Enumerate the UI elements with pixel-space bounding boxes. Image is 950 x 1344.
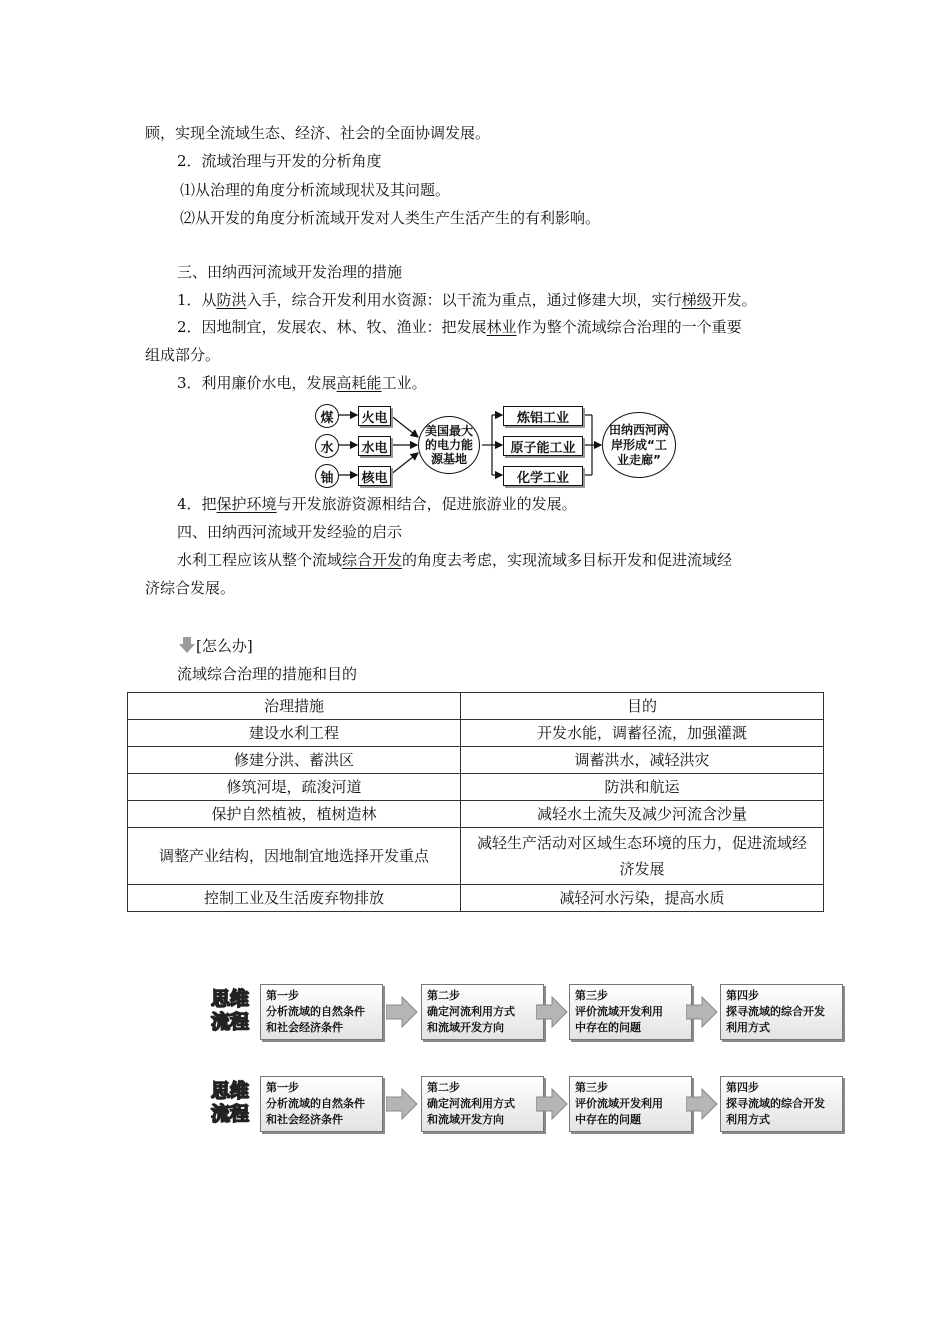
- table-cell: 减轻河水污染，提高水质: [461, 885, 824, 912]
- flow-step-1: 第一步 分析流域的自然条件 和社会经济条件: [260, 984, 383, 1040]
- table-cell: 减轻生产活动对区域生态环境的压力，促进流域经济发展: [461, 828, 824, 885]
- flow-step-3: 第三步 评价流域开发利用 中存在的问题: [569, 1076, 692, 1132]
- table-cell: 开发水能，调蓄径流，加强灌溉: [461, 720, 824, 747]
- flow-tag: 思维 流程: [210, 988, 249, 1033]
- industry-atomic: 原子能工业: [503, 436, 583, 456]
- source-uranium: 铀: [315, 464, 339, 488]
- measure-1: 1．从防洪入手，综合开发利用水资源：以干流为重点，通过修建大坝，实行梯级开发。: [177, 291, 757, 309]
- down-arrow-icon: [178, 636, 196, 654]
- table-row: [128, 747, 824, 774]
- table-cell: 控制工业及生活废弃物排放: [128, 885, 461, 912]
- measure-2-cont: 组成部分。: [145, 346, 221, 364]
- power-base-node: 美国最大的电力能源基地: [418, 416, 480, 474]
- flow-arrow-icon: [536, 1088, 568, 1120]
- flow-step-4: 第四步 探寻流域的综合开发 利用方式: [720, 984, 843, 1040]
- industry-chemical: 化学工业: [503, 466, 583, 486]
- source-coal: 煤: [315, 404, 339, 428]
- plant-nuclear: 核电: [358, 466, 391, 486]
- measure-4: 4．把保护环境与开发旅游资源相结合，促进旅游业的发展。: [177, 495, 577, 513]
- flow-step-4: 第四步 探寻流域的综合开发 利用方式: [720, 1076, 843, 1132]
- table-cell: 调蓄洪水，减轻洪灾: [461, 747, 824, 774]
- table-cell: 修建分洪、蓄洪区: [128, 747, 461, 774]
- flow-arrow-icon: [686, 996, 718, 1028]
- sub-item-2: ⑵从开发的角度分析流域开发对人类生产生活产生的有利影响。: [180, 209, 601, 227]
- flow-step-2: 第二步 确定河流利用方式 和流域开发方向: [421, 984, 544, 1040]
- table-cell: 建设水利工程: [128, 720, 461, 747]
- flow-step-2: 第二步 确定河流利用方式 和流域开发方向: [421, 1076, 544, 1132]
- paragraph-text: 顾，实现全流域生态、经济、社会的全面协调发展。: [145, 124, 491, 142]
- flow-arrow-icon: [386, 996, 418, 1028]
- table-row: [128, 720, 824, 747]
- flow-arrow-icon: [536, 996, 568, 1028]
- table-row: [128, 885, 824, 912]
- table-cell: 保护自然植被，植树造林: [128, 801, 461, 828]
- plant-hydro: 水电: [358, 436, 391, 456]
- howto-heading: [怎么办]: [178, 636, 253, 656]
- section-heading-4: 四、田纳西河流域开发经验的启示: [177, 523, 403, 541]
- industry-aluminum: 炼铝工业: [503, 406, 583, 426]
- lesson-paragraph: 水利工程应该从整个流域综合开发的角度去考虑，实现流域多目标开发和促进流域经: [177, 551, 733, 569]
- plant-thermal: 火电: [358, 406, 391, 426]
- table-cell: 修筑河堤，疏浚河道: [128, 774, 461, 801]
- flow-step-3: 第三步 评价流域开发利用 中存在的问题: [569, 984, 692, 1040]
- sub-item-1: ⑴从治理的角度分析流域现状及其问题。: [180, 181, 451, 199]
- table-row: [128, 774, 824, 801]
- table-row: [128, 828, 824, 885]
- table-header-cell: 目的: [461, 693, 824, 720]
- section-heading-3: 三、田纳西河流域开发治理的措施: [177, 263, 403, 281]
- lesson-paragraph-cont: 济综合发展。: [145, 579, 236, 597]
- table-cell: 调整产业结构，因地制宜地选择开发重点: [128, 828, 461, 885]
- table-cell: 减轻水土流失及减少河流含沙量: [461, 801, 824, 828]
- section-item-2: 2．流域治理与开发的分析角度: [177, 152, 382, 170]
- table-header-cell: 治理措施: [128, 693, 461, 720]
- industrial-corridor-node: 田纳西河两岸形成“工业走廊”: [602, 412, 676, 478]
- measure-2: 2．因地制宜，发展农、林、牧、渔业：把发展林业作为整个流域综合治理的一个重要: [177, 318, 742, 336]
- table-cell: 防洪和航运: [461, 774, 824, 801]
- measure-3: 3．利用廉价水电，发展高耗能工业。: [177, 374, 427, 392]
- flow-tag: 思维 流程: [210, 1080, 249, 1125]
- measures-table: [127, 692, 824, 912]
- table-title: 流域综合治理的措施和目的: [177, 665, 358, 683]
- table-row: [128, 801, 824, 828]
- flow-arrow-icon: [386, 1088, 418, 1120]
- flow-arrow-icon: [686, 1088, 718, 1120]
- flow-step-1: 第一步 分析流域的自然条件 和社会经济条件: [260, 1076, 383, 1132]
- table-header-row: [128, 693, 824, 720]
- source-water: 水: [315, 434, 339, 458]
